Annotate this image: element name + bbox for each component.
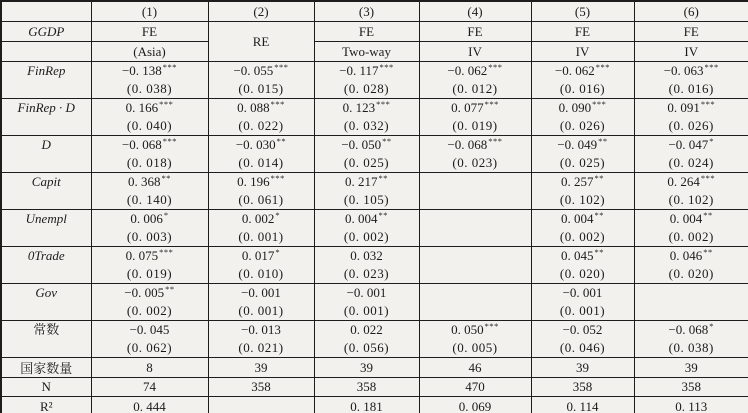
row-label-otrade bbox=[1, 247, 91, 284]
coef-value: −0. 068*** bbox=[121, 136, 178, 152]
coef-cell-capit-col1 bbox=[91, 173, 208, 210]
stat-cell-country-count-col2: 39 bbox=[208, 358, 314, 378]
significance-stars: *** bbox=[595, 62, 611, 72]
coef-value: −0. 138*** bbox=[121, 62, 178, 78]
coef-cell-finrep-col6 bbox=[634, 62, 748, 99]
stderr-value: (0. 010) bbox=[238, 266, 284, 281]
coef-cell-unempl-col3 bbox=[314, 210, 419, 247]
significance-stars: *** bbox=[274, 62, 289, 72]
row-label-n: N bbox=[1, 378, 91, 397]
coef-value: −0. 001 bbox=[241, 285, 281, 300]
stderr-value: (0. 014) bbox=[238, 155, 284, 170]
coef-cell-unempl-col5 bbox=[531, 210, 634, 247]
coef-value: −0. 045 bbox=[129, 322, 170, 337]
coef-value: −0. 062*** bbox=[447, 62, 503, 78]
significance-stars: ** bbox=[378, 210, 388, 220]
col-header-2: (2) bbox=[208, 1, 314, 22]
corner-cell bbox=[1, 1, 91, 22]
stat-cell-country-count-col1: 8 bbox=[91, 358, 208, 378]
coef-cell-constant-col4 bbox=[419, 321, 531, 358]
stderr-value: (0. 001) bbox=[238, 229, 284, 244]
stat-cell-r-squared-col1: 0. 444 bbox=[91, 397, 208, 413]
coef-cell-d-col4 bbox=[419, 136, 531, 173]
stderr-value: (0. 102) bbox=[559, 192, 606, 207]
coef-cell-gov-col1 bbox=[91, 284, 208, 321]
stat-cell-n-col2: 358 bbox=[208, 378, 314, 397]
coef-cell-otrade-col1 bbox=[91, 247, 208, 284]
significance-stars: *** bbox=[376, 99, 391, 109]
stderr-value: (0. 062) bbox=[126, 340, 173, 355]
method-cell-3: FE bbox=[314, 22, 419, 42]
coef-cell-capit-col2 bbox=[208, 173, 314, 210]
stat-cell-r-squared-col5: 0. 114 bbox=[531, 397, 634, 413]
stderr-value: (0. 002) bbox=[559, 229, 606, 244]
col-header-6: (6) bbox=[634, 1, 748, 22]
coef-cell-otrade-col6 bbox=[634, 247, 748, 284]
coef-value: 0. 004** bbox=[345, 210, 388, 226]
significance-stars: *** bbox=[162, 62, 178, 72]
coef-cell-capit-col4 bbox=[419, 173, 531, 210]
method-cell-4: FE bbox=[419, 22, 531, 42]
coef-value: 0. 004** bbox=[669, 210, 713, 226]
coef-value: −0. 055*** bbox=[233, 62, 289, 78]
significance-stars: *** bbox=[379, 62, 394, 72]
significance-stars: ** bbox=[161, 173, 171, 183]
coef-value: 0. 123*** bbox=[342, 99, 391, 115]
significance-stars: *** bbox=[488, 62, 503, 72]
coef-value: −0. 068* bbox=[668, 321, 715, 337]
coef-cell-finrep-col2 bbox=[208, 62, 314, 99]
coef-value: 0. 196*** bbox=[237, 173, 285, 189]
coef-cell-constant-col5 bbox=[531, 321, 634, 358]
coef-row-d bbox=[1, 136, 748, 173]
coef-value: 0. 075*** bbox=[125, 247, 174, 263]
coef-value: 0. 257** bbox=[561, 173, 604, 189]
stderr-value: (0. 038) bbox=[126, 81, 173, 96]
stderr-value: (0. 002) bbox=[126, 303, 173, 318]
coef-cell-unempl-col6 bbox=[634, 210, 748, 247]
coef-cell-gov-col2 bbox=[208, 284, 314, 321]
row-label-text: 0Trade bbox=[27, 248, 65, 263]
coef-value: 0. 022 bbox=[350, 322, 383, 337]
coef-cell-d-col5 bbox=[531, 136, 634, 173]
stat-cell-n-col6: 358 bbox=[634, 378, 748, 397]
coef-cell-capit-col6 bbox=[634, 173, 748, 210]
coef-value: 0. 166*** bbox=[125, 99, 174, 115]
coef-cell-d-col6 bbox=[634, 136, 748, 173]
row-label-text: 常数 bbox=[33, 322, 60, 337]
coef-value: 0. 091*** bbox=[667, 99, 716, 115]
stderr-value: (0. 001) bbox=[238, 303, 284, 318]
significance-stars: *** bbox=[270, 173, 285, 183]
stderr-value: (0. 002) bbox=[668, 229, 714, 244]
stderr-value: (0. 018) bbox=[126, 155, 173, 170]
coef-cell-finrep-x-d-col4 bbox=[419, 99, 531, 136]
coef-cell-constant-col1 bbox=[91, 321, 208, 358]
stderr-value: (0. 019) bbox=[126, 266, 173, 281]
stderr-value: (0. 105) bbox=[343, 192, 390, 207]
stat-cell-n-col4: 470 bbox=[419, 378, 531, 397]
stderr-value: (0. 020) bbox=[559, 266, 606, 281]
stderr-value: (0. 003) bbox=[126, 229, 173, 244]
coef-row-finrep-x-d bbox=[1, 99, 748, 136]
significance-stars: *** bbox=[159, 247, 174, 257]
coef-cell-finrep-col4 bbox=[419, 62, 531, 99]
coef-value: 0. 217** bbox=[345, 173, 388, 189]
coef-cell-gov-col3 bbox=[314, 284, 419, 321]
coef-value: −0. 013 bbox=[241, 322, 281, 337]
stderr-value: (0. 001) bbox=[343, 303, 390, 318]
coef-value: 0. 045** bbox=[561, 247, 604, 263]
coef-value: 0. 017* bbox=[241, 247, 281, 263]
significance-stars: ** bbox=[703, 247, 713, 257]
coef-value: 0. 046** bbox=[669, 247, 713, 263]
coef-cell-capit-col3 bbox=[314, 173, 419, 210]
significance-stars: * bbox=[709, 321, 715, 331]
stderr-value: (0. 001) bbox=[559, 303, 606, 318]
coef-cell-finrep-col1 bbox=[91, 62, 208, 99]
stat-cell-r-squared-col4: 0. 069 bbox=[419, 397, 531, 413]
significance-stars: ** bbox=[703, 210, 713, 220]
significance-stars: ** bbox=[276, 136, 287, 146]
coef-value: 0. 077*** bbox=[451, 99, 499, 115]
significance-stars: * bbox=[163, 210, 169, 220]
stderr-value: (0. 056) bbox=[343, 340, 390, 355]
coef-cell-gov-col6 bbox=[634, 284, 748, 321]
method-cell-5: FE bbox=[531, 22, 634, 42]
coef-cell-unempl-col4 bbox=[419, 210, 531, 247]
significance-stars: ** bbox=[594, 173, 604, 183]
stat-cell-r-squared-col2 bbox=[208, 397, 314, 413]
coef-cell-d-col2 bbox=[208, 136, 314, 173]
coef-cell-otrade-col5 bbox=[531, 247, 634, 284]
stderr-value: (0. 032) bbox=[343, 118, 390, 133]
coef-cell-gov-col5 bbox=[531, 284, 634, 321]
significance-stars: ** bbox=[598, 136, 608, 146]
coef-cell-unempl-col2 bbox=[208, 210, 314, 247]
coef-cell-finrep-x-d-col5 bbox=[531, 99, 634, 136]
significance-stars: ** bbox=[165, 284, 175, 294]
coef-row-gov bbox=[1, 284, 748, 321]
coef-value: 0. 368** bbox=[128, 173, 171, 189]
stat-row-n bbox=[1, 378, 748, 397]
coef-value: 0. 004** bbox=[561, 210, 604, 226]
row-label-finrep-x-d bbox=[1, 99, 91, 136]
row-label-text: Capit bbox=[31, 174, 61, 189]
coef-value: −0. 049** bbox=[557, 136, 608, 152]
coef-value: −0. 001 bbox=[346, 285, 387, 300]
coef-value: −0. 063*** bbox=[663, 62, 719, 78]
coef-cell-finrep-col3 bbox=[314, 62, 419, 99]
stderr-value: (0. 026) bbox=[559, 118, 606, 133]
row-label-text: FinRep bbox=[27, 63, 66, 78]
spec-cell-6: IV bbox=[634, 42, 748, 62]
spec-cell-5: IV bbox=[531, 42, 634, 62]
coef-value: −0. 068*** bbox=[447, 136, 503, 152]
stat-cell-n-col3: 358 bbox=[314, 378, 419, 397]
coef-value: −0. 052 bbox=[562, 322, 603, 337]
stat-cell-country-count-col4: 46 bbox=[419, 358, 531, 378]
coef-cell-otrade-col4 bbox=[419, 247, 531, 284]
significance-stars: ** bbox=[382, 136, 392, 146]
coef-value: 0. 264*** bbox=[667, 173, 716, 189]
stderr-value: (0. 012) bbox=[452, 81, 498, 96]
coef-cell-d-col3 bbox=[314, 136, 419, 173]
specification-row bbox=[1, 42, 748, 62]
stderr-value: (0. 002) bbox=[343, 229, 390, 244]
coef-value: −0. 030** bbox=[235, 136, 287, 152]
coef-row-finrep bbox=[1, 62, 748, 99]
row-label-d bbox=[1, 136, 91, 173]
row-label-text: Unempl bbox=[25, 211, 67, 226]
coef-value: −0. 050** bbox=[341, 136, 392, 152]
coef-cell-otrade-col2 bbox=[208, 247, 314, 284]
coef-cell-unempl-col1 bbox=[91, 210, 208, 247]
stderr-value: (0. 020) bbox=[668, 266, 714, 281]
stderr-value: (0. 038) bbox=[668, 340, 714, 355]
coef-cell-finrep-x-d-col6 bbox=[634, 99, 748, 136]
spec-cell-4: IV bbox=[419, 42, 531, 62]
row-label-gov bbox=[1, 284, 91, 321]
stderr-value: (0. 046) bbox=[559, 340, 606, 355]
stat-row-country-count bbox=[1, 358, 748, 378]
dep-var-label: GGDP bbox=[1, 22, 91, 42]
stderr-value: (0. 019) bbox=[452, 118, 498, 133]
stderr-value: (0. 140) bbox=[126, 192, 173, 207]
stderr-value: (0. 022) bbox=[238, 118, 284, 133]
row-label-constant bbox=[1, 321, 91, 358]
row-label-unempl bbox=[1, 210, 91, 247]
coef-row-capit bbox=[1, 173, 748, 210]
estimator-row bbox=[1, 22, 748, 42]
stderr-value: (0. 102) bbox=[668, 192, 714, 207]
coef-row-otrade bbox=[1, 247, 748, 284]
spec-label-cell bbox=[1, 42, 91, 62]
significance-stars: ** bbox=[594, 247, 604, 257]
stderr-value: (0. 028) bbox=[343, 81, 390, 96]
significance-stars: *** bbox=[484, 321, 499, 331]
significance-stars: * bbox=[275, 210, 281, 220]
coef-cell-otrade-col3 bbox=[314, 247, 419, 284]
row-label-capit bbox=[1, 173, 91, 210]
stderr-value: (0. 016) bbox=[668, 81, 714, 96]
coef-cell-capit-col5 bbox=[531, 173, 634, 210]
stderr-value: (0. 016) bbox=[559, 81, 606, 96]
significance-stars: *** bbox=[704, 62, 719, 72]
coef-value: 0. 050*** bbox=[451, 321, 499, 337]
stderr-value: (0. 061) bbox=[238, 192, 284, 207]
coef-row-unempl bbox=[1, 210, 748, 247]
row-label-text: D bbox=[41, 137, 51, 152]
coef-value: −0. 047* bbox=[668, 136, 715, 152]
significance-stars: *** bbox=[592, 99, 607, 109]
column-number-row bbox=[1, 1, 748, 22]
coef-row-constant bbox=[1, 321, 748, 358]
significance-stars: *** bbox=[270, 99, 285, 109]
stat-cell-n-col1: 74 bbox=[91, 378, 208, 397]
col-header-4: (4) bbox=[419, 1, 531, 22]
row-label-country-count: 国家数量 bbox=[1, 358, 91, 378]
coef-value: 0. 088*** bbox=[237, 99, 285, 115]
row-label-finrep bbox=[1, 62, 91, 99]
coef-cell-constant-col3 bbox=[314, 321, 419, 358]
coef-cell-finrep-x-d-col1 bbox=[91, 99, 208, 136]
coef-cell-finrep-x-d-col2 bbox=[208, 99, 314, 136]
row-label-text: FinRep · D bbox=[17, 100, 75, 115]
stat-cell-r-squared-col6: 0. 113 bbox=[634, 397, 748, 413]
coef-value: −0. 062*** bbox=[554, 62, 611, 78]
row-label-r-squared: R² bbox=[1, 397, 91, 413]
significance-stars: ** bbox=[378, 173, 388, 183]
coef-cell-constant-col6 bbox=[634, 321, 748, 358]
stderr-value: (0. 024) bbox=[668, 155, 714, 170]
stat-row-r-squared bbox=[1, 397, 748, 413]
stderr-value: (0. 023) bbox=[343, 266, 390, 281]
significance-stars: *** bbox=[484, 99, 499, 109]
coef-value: 0. 090*** bbox=[558, 99, 607, 115]
col-header-3: (3) bbox=[314, 1, 419, 22]
stat-cell-n-col5: 358 bbox=[531, 378, 634, 397]
coef-cell-d-col1 bbox=[91, 136, 208, 173]
stat-cell-country-count-col6: 39 bbox=[634, 358, 748, 378]
table-body bbox=[1, 62, 748, 413]
col-header-5: (5) bbox=[531, 1, 634, 22]
method-cell-2: RE bbox=[208, 22, 314, 62]
coef-value: 0. 006* bbox=[130, 210, 169, 226]
stderr-value: (0. 040) bbox=[126, 118, 173, 133]
coef-cell-finrep-x-d-col3 bbox=[314, 99, 419, 136]
stderr-value: (0. 005) bbox=[452, 340, 498, 355]
significance-stars: *** bbox=[162, 136, 178, 146]
significance-stars: *** bbox=[700, 99, 716, 109]
spec-cell-3: Two-way bbox=[314, 42, 419, 62]
stderr-value: (0. 021) bbox=[238, 340, 284, 355]
coef-value: −0. 001 bbox=[562, 285, 603, 300]
col-header-1: (1) bbox=[91, 1, 208, 22]
significance-stars: * bbox=[709, 136, 715, 146]
stat-cell-country-count-col3: 39 bbox=[314, 358, 419, 378]
coef-cell-gov-col4 bbox=[419, 284, 531, 321]
coef-value: −0. 005** bbox=[124, 284, 175, 300]
row-label-text: Gov bbox=[35, 285, 58, 300]
spec-cell-1: (Asia) bbox=[91, 42, 208, 62]
significance-stars: ** bbox=[594, 210, 604, 220]
method-cell-1: FE bbox=[91, 22, 208, 42]
significance-stars: *** bbox=[159, 99, 174, 109]
stderr-value: (0. 026) bbox=[668, 118, 714, 133]
coef-value: 0. 032 bbox=[350, 248, 383, 263]
significance-stars: * bbox=[275, 247, 281, 257]
method-cell-6: FE bbox=[634, 22, 748, 42]
stderr-value: (0. 025) bbox=[559, 155, 606, 170]
coef-value: 0. 002* bbox=[241, 210, 281, 226]
coef-cell-constant-col2 bbox=[208, 321, 314, 358]
stderr-value: (0. 015) bbox=[238, 81, 284, 96]
significance-stars: *** bbox=[700, 173, 716, 183]
coef-cell-finrep-col5 bbox=[531, 62, 634, 99]
stderr-value: (0. 023) bbox=[452, 155, 498, 170]
stat-cell-country-count-col5: 39 bbox=[531, 358, 634, 378]
significance-stars: *** bbox=[488, 136, 503, 146]
stat-cell-r-squared-col3: 0. 181 bbox=[314, 397, 419, 413]
table-header bbox=[1, 1, 748, 62]
stderr-value: (0. 025) bbox=[343, 155, 390, 170]
coef-value: −0. 117*** bbox=[339, 62, 394, 78]
